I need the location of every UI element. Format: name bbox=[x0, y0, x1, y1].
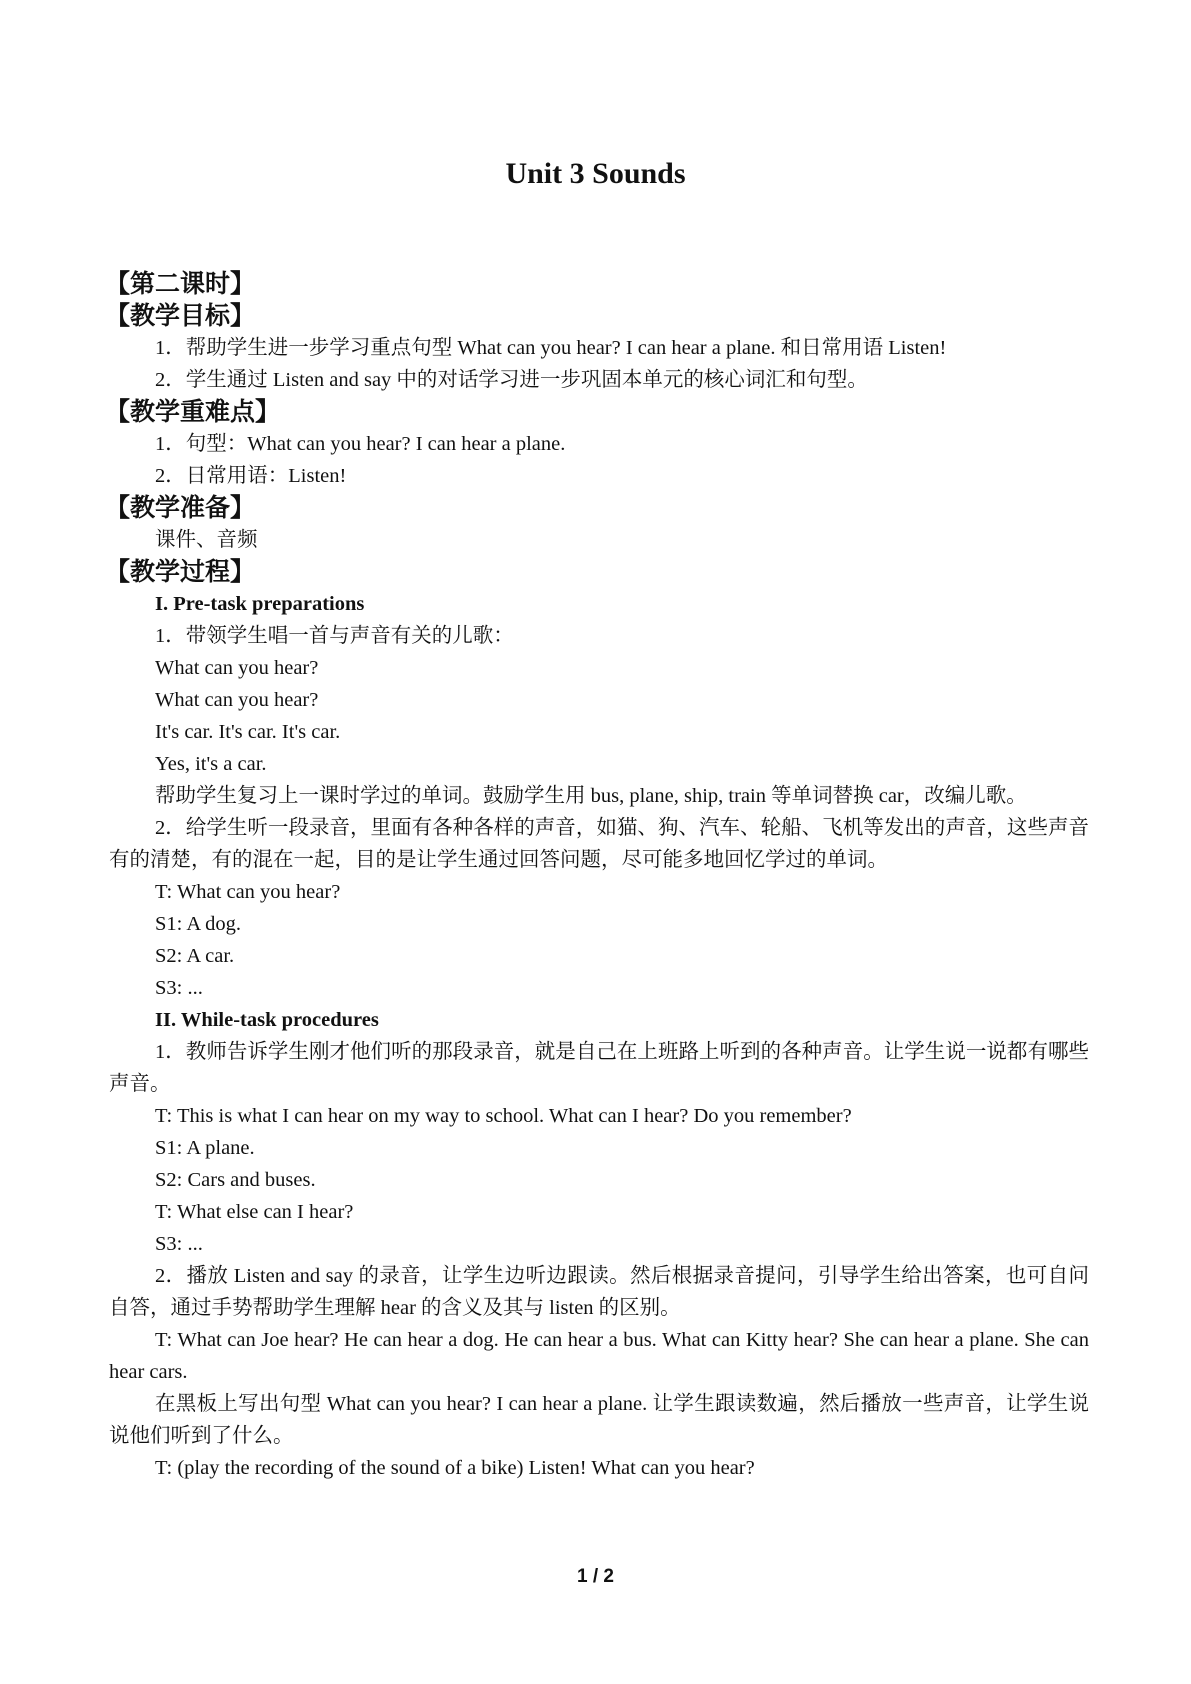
section-heading: 【教学目标】 bbox=[105, 301, 256, 330]
paragraph: T: What can Joe hear? He can hear a dog. He can hear a bus. What can Kitty hear? She can hear a plane. She can hear cars. bbox=[109, 1329, 1089, 1383]
text-line: T: What else can I hear? bbox=[155, 1201, 354, 1223]
text-line: S2: Cars and buses. bbox=[155, 1169, 316, 1191]
text-line: 2．日常用语：Listen! bbox=[155, 465, 347, 487]
text-line: 1．帮助学生进一步学习重点句型 What can you hear? I can hear a plane. 和日常用语 Listen! bbox=[155, 337, 947, 359]
text-line: T: (play the recording of the sound of a bike) Listen! What can you hear? bbox=[155, 1457, 755, 1479]
text-line: S1: A dog. bbox=[155, 913, 242, 935]
text-line: S3: ... bbox=[155, 1233, 203, 1255]
paragraph: 在黑板上写出句型 What can you hear? I can hear a plane. 让学生跟读数遍，然后播放一些声音，让学生说说他们听到了什么。 bbox=[109, 1393, 1089, 1447]
subsection-heading: I. Pre-task preparations bbox=[155, 593, 365, 615]
text-line: S3: ... bbox=[155, 977, 203, 999]
text-line: S1: A plane. bbox=[155, 1137, 255, 1159]
subsection-heading: II. While-task procedures bbox=[155, 1009, 379, 1031]
document-body bbox=[105, 268, 1089, 1484]
text-line: It's car. It's car. It's car. bbox=[155, 721, 341, 743]
text-line: 1．带领学生唱一首与声音有关的儿歌： bbox=[155, 625, 514, 647]
text-line: 课件、音频 bbox=[155, 529, 258, 551]
section-heading: 【教学重难点】 bbox=[105, 397, 281, 426]
text-line: 1．句型：What can you hear? I can hear a plane. bbox=[155, 433, 566, 455]
text-line: T: What can you hear? bbox=[155, 881, 341, 903]
section-heading: 【教学准备】 bbox=[105, 493, 256, 522]
text-line: 2．学生通过 Listen and say 中的对话学习进一步巩固本单元的核心词汇和句型。 bbox=[155, 369, 868, 391]
page-number: 1 / 2 bbox=[577, 1566, 614, 1587]
page-title: Unit 3 Sounds bbox=[505, 157, 686, 190]
section-heading: 【教学过程】 bbox=[105, 557, 256, 586]
text-line: T: This is what I can hear on my way to school. What can I hear? Do you remember? bbox=[155, 1105, 852, 1127]
paragraph: 帮助学生复习上一课时学过的单词。鼓励学生用 bus, plane, ship, train 等单词替换 car，改编儿歌。 bbox=[155, 785, 1027, 807]
paragraph: 1．教师告诉学生刚才他们听的那段录音，就是自己在上班路上听到的各种声音。让学生说一说都有哪些声音。 bbox=[109, 1041, 1089, 1095]
text-line: What can you hear? bbox=[155, 657, 319, 679]
section-heading: 【第二课时】 bbox=[105, 269, 256, 298]
text-line: What can you hear? bbox=[155, 689, 319, 711]
paragraph: 2．给学生听一段录音，里面有各种各样的声音，如猫、狗、汽车、轮船、飞机等发出的声音，这些声音有的清楚，有的混在一起，目的是让学生通过回答问题，尽可能多地回忆学过的单词。 bbox=[109, 817, 1089, 871]
text-line: Yes, it's a car. bbox=[155, 753, 267, 775]
paragraph: 2．播放 Listen and say 的录音，让学生边听边跟读。然后根据录音提问，引导学生给出答案，也可自问自答，通过手势帮助学生理解 hear 的含义及其与 listen 的区别。 bbox=[109, 1265, 1089, 1319]
text-line: S2: A car. bbox=[155, 945, 235, 967]
